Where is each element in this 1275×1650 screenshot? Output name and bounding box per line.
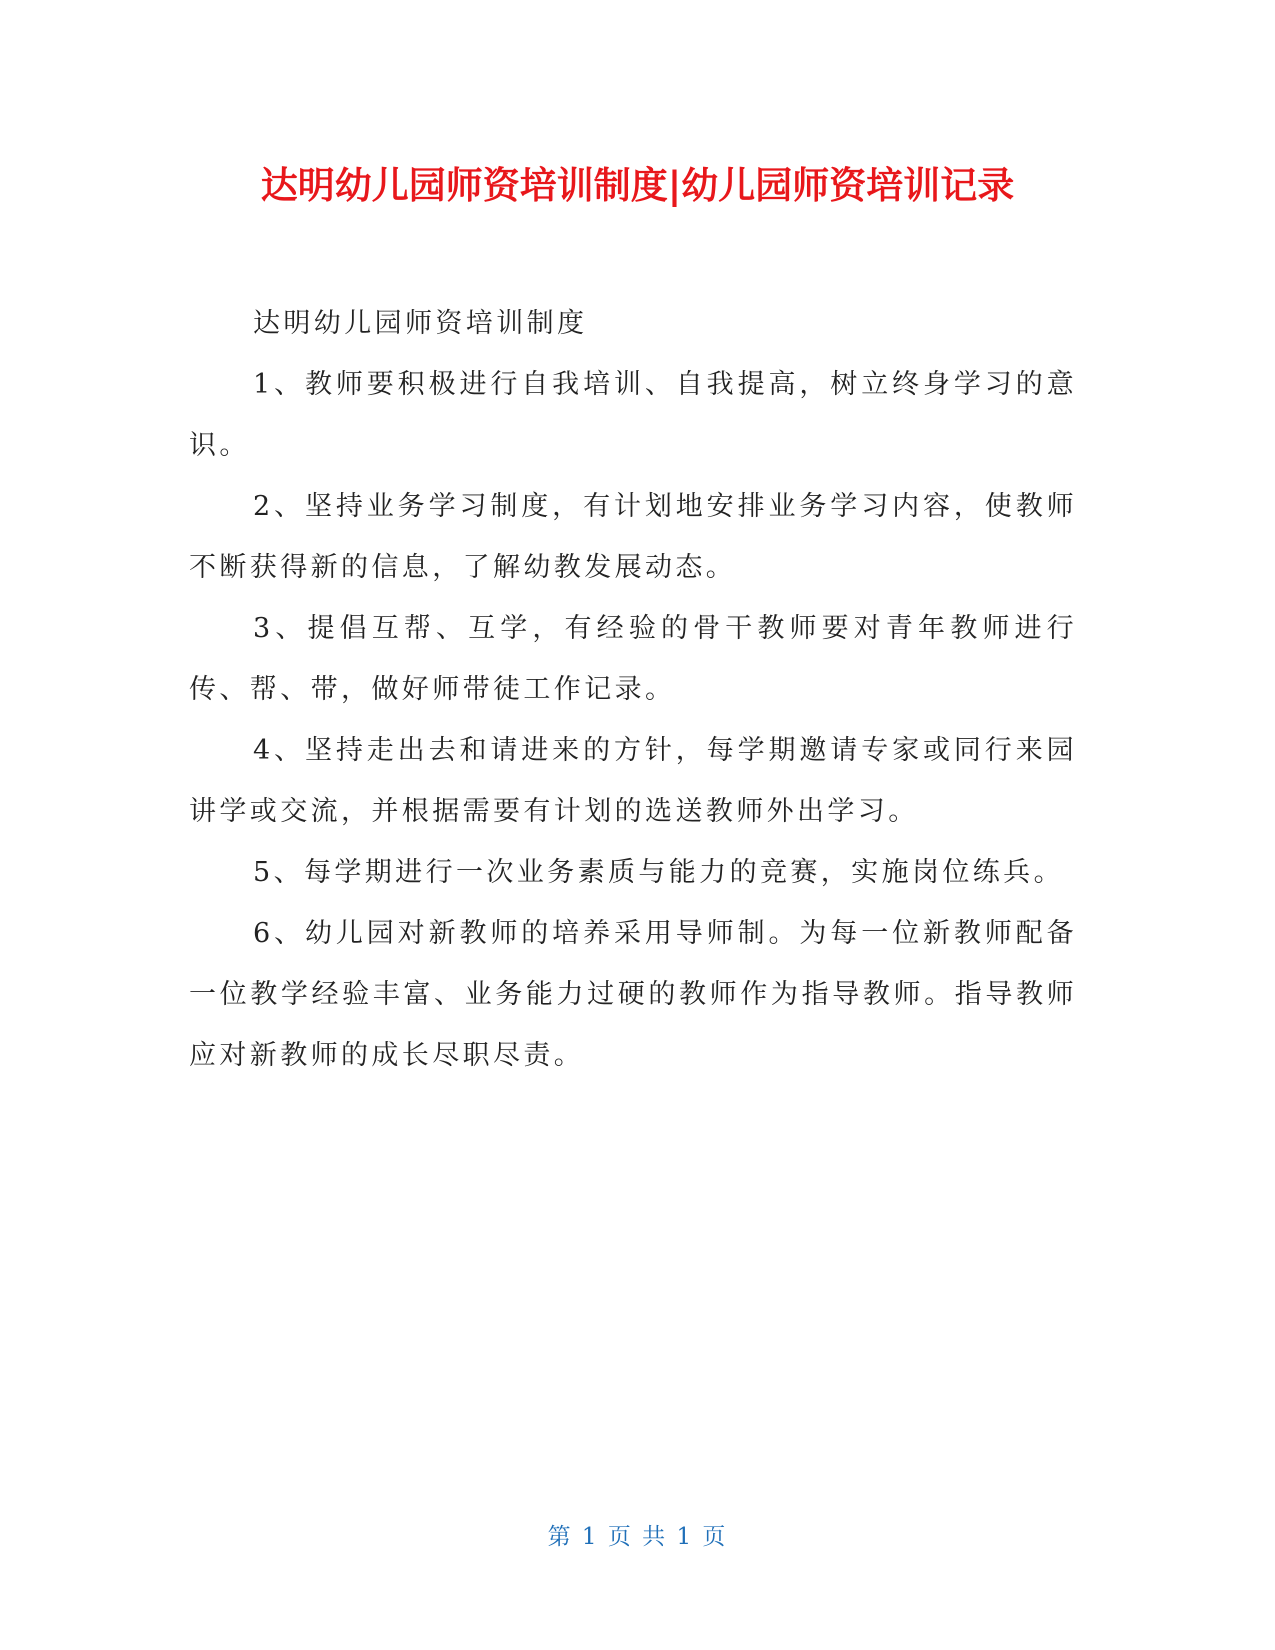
- paragraph-item-3: 3、提倡互帮、互学，有经验的骨干教师要对青年教师进行传、帮、带，做好师带徒工作记录。: [189, 613, 1077, 705]
- page-number-footer: [0, 1522, 1275, 1552]
- footer-current-page: 1: [581, 1524, 599, 1550]
- paragraph-item-2: 2、坚持业务学习制度，有计划地安排业务学习内容，使教师不断获得新的信息，了解幼教发展动态。: [189, 491, 1077, 583]
- footer-suffix: 页: [702, 1524, 728, 1550]
- footer-middle: 页 共: [607, 1524, 668, 1550]
- footer-prefix: 第: [547, 1524, 573, 1550]
- paragraph-item-5: 5、每学期进行一次业务素质与能力的竞赛，实施岗位练兵。: [253, 857, 1064, 888]
- document-title: 达明幼儿园师资培训制度|幼儿园师资培训记录: [260, 164, 1015, 207]
- document-body: [189, 293, 1077, 1086]
- paragraph-heading: 达明幼儿园师资培训制度: [253, 308, 588, 339]
- paragraph-item-1: 1、教师要积极进行自我培训、自我提高，树立终身学习的意识。: [189, 369, 1077, 461]
- paragraph-item-4: 4、坚持走出去和请进来的方针，每学期邀请专家或同行来园讲学或交流，并根据需要有计划的选送教师外出学习。: [189, 735, 1077, 827]
- footer-total-pages: 1: [676, 1524, 694, 1550]
- paragraph-item-6: 6、幼儿园对新教师的培养采用导师制。为每一位新教师配备一位教学经验丰富、业务能力过硬的教师作为指导教师。指导教师应对新教师的成长尽职尽责。: [189, 918, 1077, 1071]
